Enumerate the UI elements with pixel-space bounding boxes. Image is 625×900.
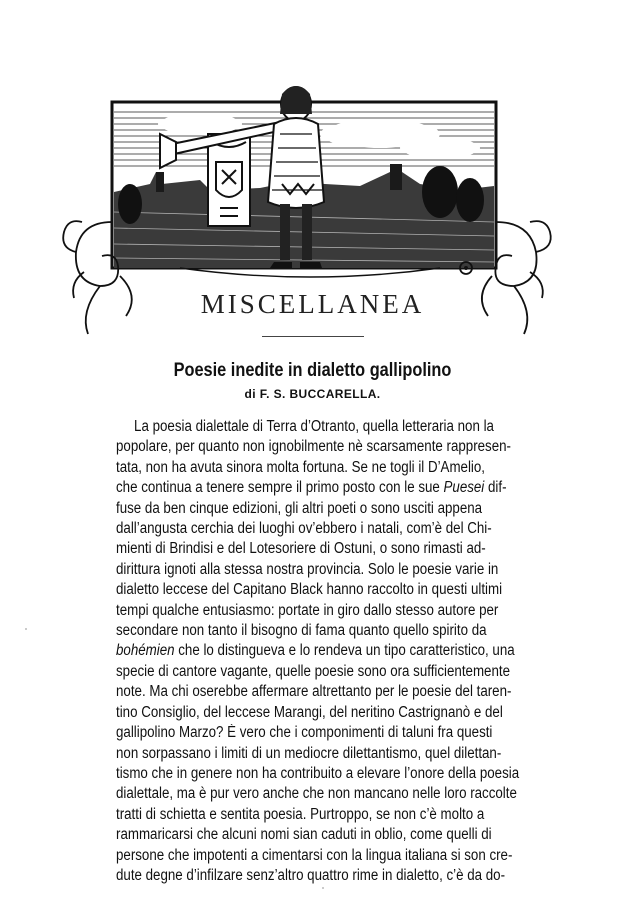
text-line: [116, 417, 547, 437]
text-run: dif-: [484, 479, 507, 497]
paper-speck: [25, 628, 27, 630]
text-run: specie di cantore vagante, quelle poesie sono ora sufficientemente: [116, 662, 511, 680]
text-line: [116, 580, 529, 600]
text-line: [116, 519, 529, 539]
section-title: MISCELLANEA: [200, 289, 425, 319]
text-line: [116, 499, 529, 519]
text-run: dialettale, ma è pur vero anche che non mancano nelle loro raccolte: [116, 785, 517, 803]
text-run: secondare non tanto il bisogno di fama quanto quello spirito da: [116, 622, 487, 640]
article-body: [116, 417, 529, 886]
text-line: [116, 784, 529, 804]
text-run: dute degne d’infilzare senz’altro quattro rime in dialetto, c’è da do-: [116, 866, 506, 884]
text-line: [116, 764, 529, 784]
italic-term: bohémien: [116, 642, 175, 660]
text-run: tismo che in genere non ha contribuito a elevare l’onore della poesia: [116, 764, 520, 782]
text-run: gallipolino Marzo? È vero che i componimenti di taluni fra questi: [116, 724, 493, 742]
text-line: [116, 601, 529, 621]
text-run: note. Ma chi oserebbe affermare altrettanto per le poesie del taren-: [116, 683, 512, 701]
text-line: [116, 662, 529, 682]
text-run: persone che impotenti a cimentarsi con la lingua italiana si son cre-: [116, 846, 513, 864]
text-run: tempi qualche entusiasmo: portate in giro dallo stesso autore per: [116, 601, 499, 619]
text-line: [116, 641, 529, 661]
text-line: [116, 723, 529, 743]
text-run: non sorpassano i limiti di un mediocre dilettantismo, quel dilettan-: [116, 744, 502, 762]
text-line: [116, 805, 529, 825]
text-run: mienti di Brindisi e del Lotesoriere di Ostuni, o sono rimasti ad-: [116, 540, 486, 558]
text-run: tata, non ha avuta sinora molta fortuna. Se ne togli il D’Amelio,: [116, 458, 486, 476]
text-line: [116, 682, 529, 702]
text-line: [116, 560, 529, 580]
article-byline: di F. S. BUCCARELLA.: [244, 387, 381, 401]
article-title: Poesie inedite in dialetto gallipolino: [173, 360, 452, 381]
text-line: [116, 866, 529, 886]
text-run: popolare, per quanto non ignobilmente nè scarsamente rappresen-: [116, 438, 511, 456]
text-run: che continua a tenere sempre il primo posto con le sue: [116, 479, 444, 497]
italic-term: Puesei: [443, 479, 485, 497]
text-line: [116, 478, 529, 498]
text-run: che lo distingueva e lo rendeva un tipo caratteristico, una: [174, 642, 515, 660]
text-line: [116, 621, 529, 641]
text-run: tino Consiglio, del leccese Marangi, del neritino Castrignanò e del: [116, 703, 503, 721]
paper-speck: [322, 887, 324, 889]
text-run: rammaricarsi che alcuni nomi sian caduti in oblio, come quelli di: [116, 826, 492, 844]
title-divider: [262, 336, 364, 337]
text-run: dialetto leccese del Capitano Black hanno raccolto in questi ultimi: [116, 581, 503, 599]
text-line: [116, 744, 529, 764]
text-line: [116, 437, 529, 457]
text-line: [116, 825, 529, 845]
text-line: [116, 539, 529, 559]
text-run: fuse da ben cinque edizioni, gli altri poeti o sono usciti appena: [116, 499, 483, 517]
text-run: dirittura ignoti alla stessa nostra provincia. Solo le poesie varie in: [116, 560, 499, 578]
text-line: [116, 458, 529, 478]
text-run: La poesia dialettale di Terra d’Otranto, quella letteraria non la: [134, 418, 494, 435]
text-run: dall’angusta cerchia dei luoghi ov’ebbero i natali, com’è del Chi-: [116, 520, 492, 538]
text-line: [116, 703, 529, 723]
text-line: [116, 846, 529, 866]
text-run: tratti di schietta e sentita poesia. Purtroppo, se non c’è molto a: [116, 805, 485, 823]
